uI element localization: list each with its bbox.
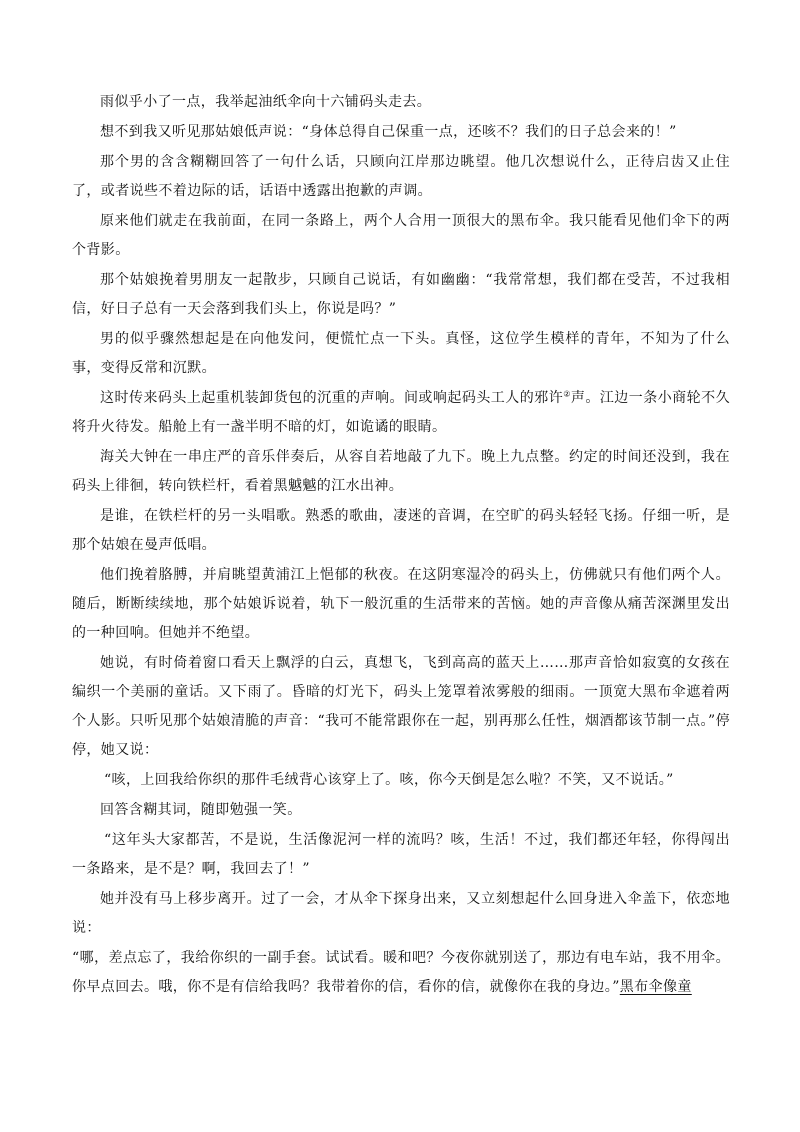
footnote-marker: ②	[563, 389, 571, 399]
paragraph-6: 男的似乎骤然想起是在向他发问，便慌忙点一下头。真怪，这位学生模样的青年，不知为了什么事，变得反常和沉默。	[72, 331, 730, 376]
paragraph-7	[72, 384, 730, 442]
paragraph-12: “咳，上回我给你织的那件毛绒背心该穿上了。咳，你今天倒是怎么啦？不笑，又不说话。”	[104, 772, 674, 788]
paragraph-16-text: “哪，差点忘了，我给你织的一副手套。试试看。暖和吧？今夜你就别送了，那边有电车站，我不用伞。你早点回去。哦，你不是有信给我吗？我带着你的信，看你的信，就像你在我的身边。”	[72, 950, 730, 995]
paragraph-13: 回答含糊其词，随即勉强一笑。	[100, 802, 302, 818]
paragraph-11: 她说，有时倚着窗口看天上飘浮的白云，真想飞，飞到高高的蓝天上……那声音恰如寂寞的女孩在编织一个美丽的童话。又下雨了。昏暗的灯光下，码头上笼罩着浓雾般的细雨。一顶宽大黑布伞遮着两个人影。只听见那个姑娘清脆的声音：“我可不能常跟你在一起，别再那么任性，烟酒都该节制一点。”停停，她又说：	[72, 655, 730, 758]
paragraph-10: 他们挽着胳膊，并肩眺望黄浦江上悒郁的秋夜。在这阴寒湿冷的码头上，仿佛就只有他们两个人。随后，断断续续地，那个姑娘诉说着，轨下一般沉重的生活带来的苦恼。她的声音像从痛苦深渊里发出的一种回响。但她并不绝望。	[72, 567, 730, 641]
underlined-phrase: 黑布伞像童	[619, 979, 692, 995]
paragraph-7-text-b: 声。江边一条小商轮不久将升火待发。船舱上有一盏半明不暗的灯，如诡谲的眼睛。	[72, 390, 730, 435]
paragraph-9: 是谁，在铁栏杆的另一头唱歌。熟悉的歌曲，凄迷的音调，在空旷的码头轻轻飞扬。仔细一听，是那个姑娘在曼声低唱。	[72, 508, 730, 553]
paragraph-5: 那个姑娘挽着男朋友一起散步，只顾自己说话，有如幽幽：“我常常想，我们都在受苦，不过我相信，好日子总有一天会落到我们头上，你说是吗？”	[72, 272, 730, 317]
paragraph-3: 那个男的含含糊糊回答了一句什么话，只顾向江岸那边眺望。他几次想说什么，正待启齿又止住了，或者说些不着边际的话，话语中透露出抱歉的声调。	[72, 154, 730, 199]
paragraph-7-text-a: 这时传来码头上起重机装卸货包的沉重的声响。间或响起码头工人的邪许	[100, 390, 564, 406]
paragraph-16	[72, 944, 730, 1002]
paragraph-14: “这年头大家都苦，不是说，生活像泥河一样的流吗？咳，生活！不过，我们都还年轻，你得闯出一条路来，是不是？啊，我回去了！”	[72, 832, 730, 877]
paragraph-15: 她并没有马上移步离开。过了一会，才从伞下探身出来，又立刻想起什么回身进入伞盖下，依恋地说：	[72, 891, 730, 936]
paragraph-4: 原来他们就走在我前面，在同一条路上，两个人合用一顶很大的黑布伞。我只能看见他们伞下的两个背影。	[72, 213, 730, 258]
paragraph-2: 想不到我又听见那姑娘低声说：“身体总得自己保重一点，还咳不？我们的日子总会来的！”	[100, 124, 677, 140]
paragraph-1: 雨似乎小了一点，我举起油纸伞向十六铺码头走去。	[100, 94, 432, 110]
paragraph-8: 海关大钟在一串庄严的音乐伴奏后，从容自若地敲了九下。晚上九点整。约定的时间还没到，我在码头上徘徊，转向铁栏杆，看着黑魆魆的江水出神。	[72, 449, 730, 494]
